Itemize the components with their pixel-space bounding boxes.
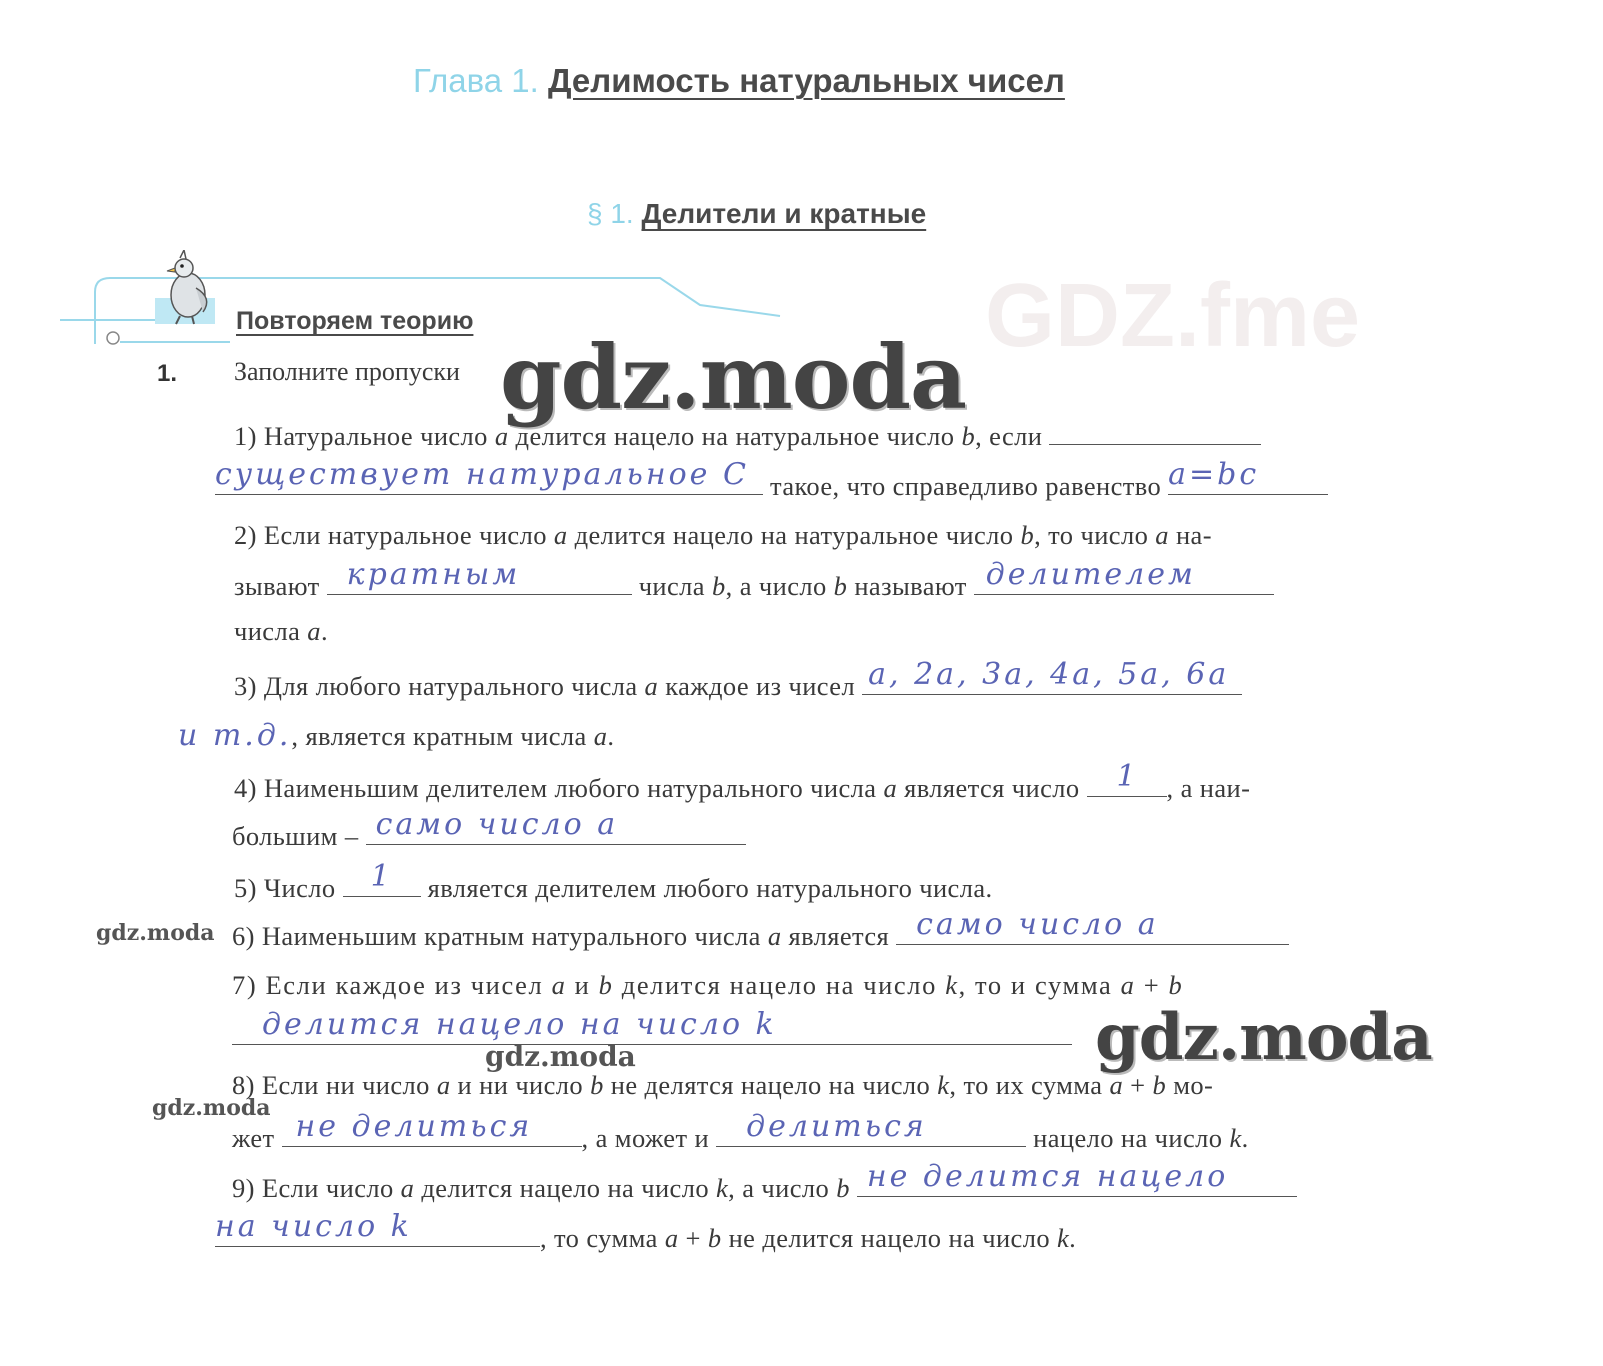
item-6-line: 6) Наименьшим кратным натурального числа a является само число a: [232, 918, 1289, 952]
item-8-line-1: 8) Если ни число a и ни число b не делятся нацело на число k, то их сумма a + b мо-: [232, 1070, 1214, 1100]
item-7-line-2: [232, 1007, 1072, 1052]
item-8-answer-1[interactable]: не делиться: [282, 1120, 582, 1147]
item-7-line-1: 7) Если каждое из чисел a и b делится нацело на число k, то и сумма a + b: [232, 970, 1184, 1000]
watermark-large-right: gdz.moda: [1095, 1000, 1432, 1075]
chapter-number: Глава 1.: [413, 62, 539, 99]
chapter-title: Делимость натуральных чисел: [548, 62, 1065, 99]
item-1-answer-2[interactable]: a=bc: [1168, 468, 1328, 495]
item-9-answer-2[interactable]: на число k: [215, 1220, 540, 1247]
item-7-answer[interactable]: делится нацело на число k: [232, 1018, 1072, 1045]
item-6-answer[interactable]: само число a: [896, 918, 1289, 945]
item-3-line-2: и т.д., является кратным числа a.: [178, 718, 615, 753]
bird-mascot-icon: [158, 250, 218, 325]
item-2-answer-2[interactable]: делителем: [974, 568, 1274, 595]
item-8-line-2: жет не делиться , а может и делиться нацело на число k.: [232, 1109, 1249, 1153]
watermark-small-left-2: gdz.moda: [152, 1095, 271, 1121]
item-1-line-1: 1) Натуральное число a делится нацело на натуральное число b, если: [234, 418, 1261, 452]
chapter-heading: [413, 62, 1065, 100]
section-number: § 1.: [587, 198, 634, 229]
item-2-answer-1[interactable]: кратным: [327, 568, 632, 595]
watermark-large-top: gdz.moda: [500, 325, 967, 429]
watermark-small-mid: gdz.moda: [485, 1040, 636, 1073]
item-1-answer-1[interactable]: существует натуральное С: [215, 468, 763, 495]
item-8-answer-2[interactable]: делиться: [716, 1120, 1026, 1147]
section-heading: [587, 198, 926, 230]
faint-watermark: GDZ.fme: [985, 266, 1361, 366]
item-4-answer-2[interactable]: само число a: [366, 818, 746, 845]
item-3-answer-1[interactable]: a, 2a, 3a, 4a, 5a, 6a: [862, 668, 1242, 695]
item-5-answer[interactable]: 1: [343, 870, 421, 897]
item-2-line-2: зывают кратным числа b, а число b называют делителем: [234, 568, 1274, 602]
item-3-answer-2: и т.д.: [178, 718, 292, 753]
watermark-small-left: gdz.moda: [96, 920, 215, 946]
theory-label: Повторяем теорию: [236, 307, 474, 335]
item-4-answer-1[interactable]: 1: [1087, 770, 1167, 797]
item-9-line-1: 9) Если число a делится нацело на число k, а число b не делится нацело: [232, 1170, 1297, 1204]
item-2-line-3: числа a.: [234, 616, 328, 646]
item-3-line-1: 3) Для любого натурального числа a каждое из чисел a, 2a, 3a, 4a, 5a, 6a: [234, 668, 1242, 702]
task-number: 1.: [157, 360, 178, 387]
section-title: Делители и кратные: [641, 198, 927, 229]
item-4-line-2: большим – само число a: [232, 818, 746, 852]
task-instruction: Заполните пропуски: [234, 357, 460, 386]
item-9-answer-1[interactable]: не делится нацело: [857, 1170, 1297, 1197]
item-4-line-1: 4) Наименьшим делителем любого натурального числа a является число 1 , а наи-: [234, 759, 1251, 803]
item-5-line: 5) Число 1 является делителем любого натурального числа.: [234, 859, 993, 903]
item-1-blank-start[interactable]: [1049, 418, 1261, 445]
item-1-line-2: существует натуральное С такое, что справедливо равенство a=bc: [215, 468, 1328, 502]
item-2-line-1: 2) Если натуральное число a делится нацело на натуральное число b, то число a на-: [234, 520, 1212, 550]
item-9-line-2: на число k , то сумма a + b не делится нацело на число k.: [215, 1209, 1077, 1253]
